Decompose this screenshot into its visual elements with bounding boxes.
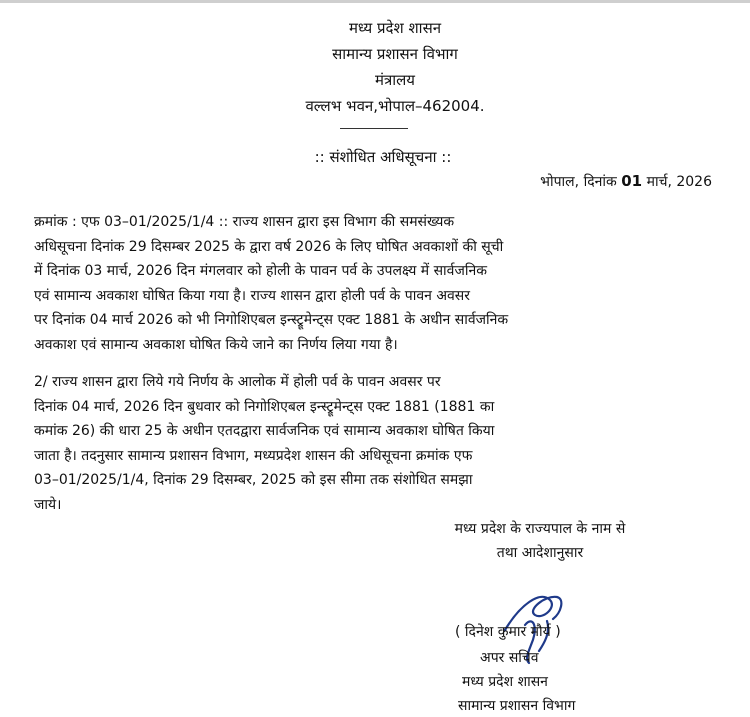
paragraph-line: अधिसूचना दिनांक 29 दिसम्बर 2025 के द्वारा वर्ष 2026 के लिए घोषित अवकाशों की सूची (34, 238, 504, 255)
signatory-name: ( दिनेश कुमार मौर्य ) (455, 624, 561, 640)
paragraph-1 (34, 210, 714, 358)
paragraph-line: क्रमांक : एफ 03–01/2025/1/4 :: राज्य शासन द्वारा इस विभाग की समसंख्यक (34, 214, 455, 230)
paragraph-2 (34, 370, 714, 518)
paragraph-line: कमांक 26) की धारा 25 के अधीन एतदद्वारा सार्वजनिक एवं सामान्य अवकाश घोषित किया (34, 423, 495, 440)
top-border (0, 0, 750, 3)
paragraph-line: दिनांक 04 मार्च, 2026 दिन बुधवार को निगोशिएबल इन्स्ट्रूमेन्ट्स एक्ट 1881 (1881 का (34, 398, 495, 415)
signoff-line-1: मध्य प्रदेश के राज्यपाल के नाम से (454, 521, 626, 537)
paragraph-line: एवं सामान्य अवकाश घोषित किया गया है। राज्य शासन द्वारा होली पर्व के पावन अवसर (34, 287, 470, 304)
header-department: सामान्य प्रशासन विभाग (332, 45, 458, 63)
paragraph-line: जाता है। तदनुसार सामान्य प्रशासन विभाग, मध्यप्रदेश शासन की अधिसूचना क्रमांक एफ (34, 447, 473, 464)
place-date-suffix: मार्च, 2026 (646, 174, 712, 190)
signatory-department: सामान्य प्रशासन विभाग (458, 698, 576, 714)
signatory-designation: अपर सचिव (480, 650, 539, 666)
paragraph-line: में दिनांक 03 मार्च, 2026 दिन मंगलवार को होली के पावन पर्व के उपलक्ष्य में सार्वजनिक (34, 263, 488, 280)
place-date (540, 172, 712, 191)
paragraph-line: 03–01/2025/1/4, दिनांक 29 दिसम्बर, 2025 को इस सीमा तक संशोधित समझा (34, 472, 473, 489)
header-divider (340, 128, 408, 129)
signoff-line-2: तथा आदेशानुसार (496, 545, 584, 561)
paragraph-line: जाये। (34, 496, 62, 513)
header-address: वल्लभ भवन,भोपाल–462004. (305, 97, 485, 115)
signatory-government: मध्य प्रदेश शासन (462, 674, 548, 690)
paragraph-line: अवकाश एवं सामान्य अवकाश घोषित किये जाने का निर्णय लिया गया है। (34, 336, 398, 353)
document-title: :: संशोधित अधिसूचना :: (314, 148, 452, 166)
paragraph-line: पर दिनांक 04 मार्च 2026 को भी निगोशिएबल इन्स्ट्रूमेन्ट्स एक्ट 1881 के अधीन सार्वजनिक (34, 312, 509, 329)
place-date-day: 01 (621, 172, 643, 190)
place-date-prefix: भोपाल, दिनांक (540, 174, 617, 190)
header-government: मध्य प्रदेश शासन (348, 19, 442, 37)
header-office: मंत्रालय (374, 71, 415, 89)
paragraph-line: 2/ राज्य शासन द्वारा लिये गये निर्णय के आलोक में होली पर्व के पावन अवसर पर (34, 374, 441, 390)
